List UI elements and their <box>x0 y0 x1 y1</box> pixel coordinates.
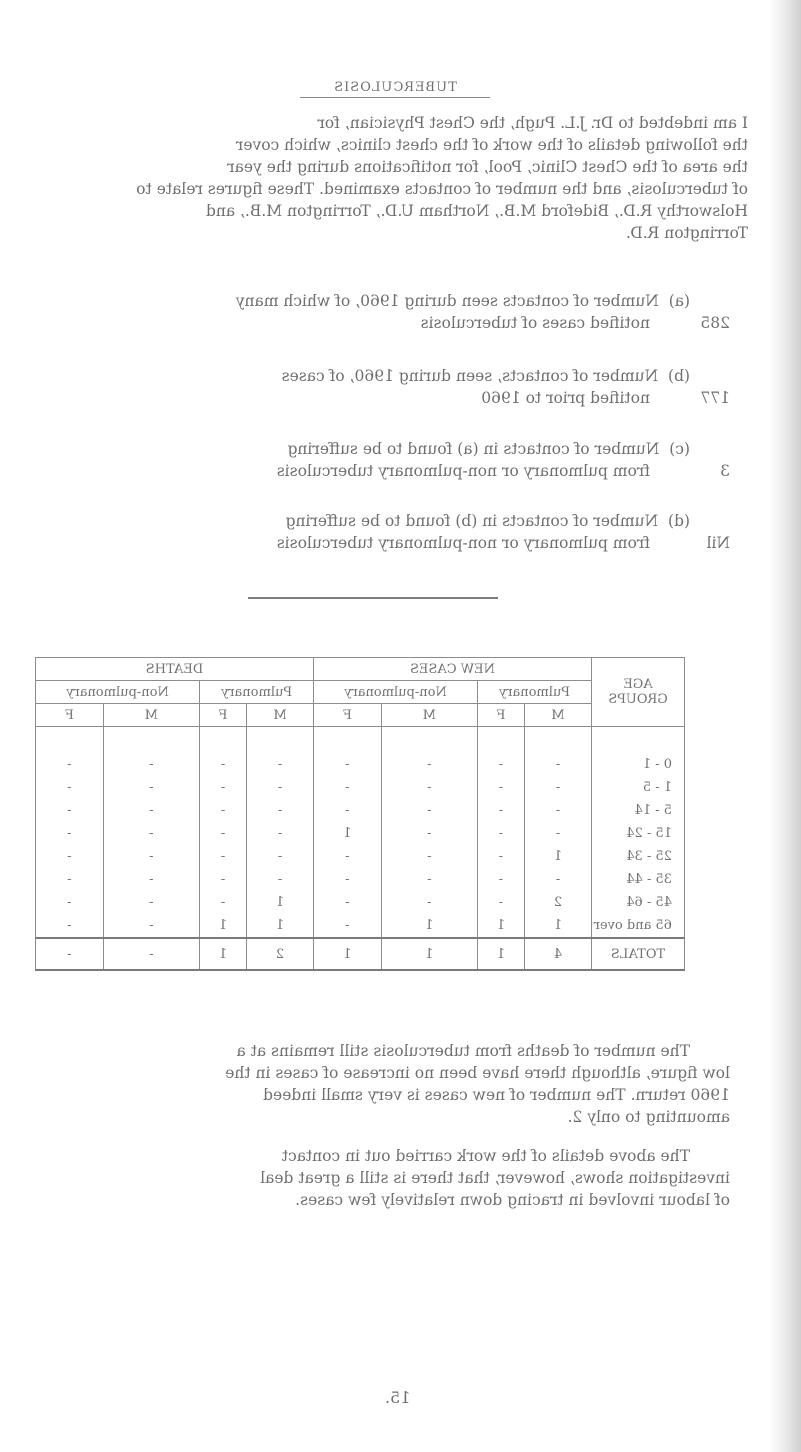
table-cell: - <box>200 776 247 799</box>
sex-header: M <box>247 704 314 727</box>
item-text: Number of contacts in (a) found to be suffering <box>287 440 660 458</box>
table-cell: - <box>103 799 199 822</box>
intro-line: Torrington R.D. <box>625 224 748 242</box>
table-cell: - <box>36 868 104 891</box>
item-label: (a) <box>668 292 690 310</box>
totals-cell: 2 <box>247 938 314 970</box>
footer-paragraph-1 <box>70 1040 730 1128</box>
totals-cell: 1 <box>477 938 524 970</box>
age-group-cell: 1 - 5 <box>592 776 685 799</box>
intro-paragraph <box>48 112 748 244</box>
age-group-cell: 65 and over <box>592 914 685 938</box>
table-cell: - <box>200 799 247 822</box>
item-value: 285 <box>700 314 730 332</box>
new-cases-header: NEW CASES <box>314 658 592 681</box>
intro-line: of tuberculosis, and the number of contacts examined. These figures relate to <box>136 180 748 198</box>
table-cell: - <box>36 799 104 822</box>
section-divider <box>248 597 498 599</box>
table-cell: - <box>381 799 477 822</box>
footer-line: amounting to only 2. <box>567 1108 730 1126</box>
table-cell: - <box>36 891 104 914</box>
table-cell: - <box>381 891 477 914</box>
footer-line: of labour involved in tracing down relatively few cases. <box>295 1191 730 1209</box>
item-text: notified cases of tuberculosis <box>420 314 650 332</box>
sex-header: M <box>103 704 199 727</box>
table-cell: - <box>200 845 247 868</box>
footer-line: low figure, although there have been no increase of cases in the <box>225 1064 730 1082</box>
intro-line: Holsworthy R.D., Bideford M.B., Northam U.D., Torrington M.B., and <box>206 202 748 220</box>
table-cell: 1 <box>381 914 477 938</box>
page-number: 15. <box>385 1388 411 1407</box>
table-cell: 2 <box>524 891 591 914</box>
table-row <box>36 727 685 777</box>
footer-line: 1960 return. The number of new cases is very small indeed <box>263 1086 730 1104</box>
table-cell: - <box>247 845 314 868</box>
sub-header: Non-pulmonary <box>314 681 478 704</box>
item-value: 3 <box>720 462 730 480</box>
table-cell: - <box>381 822 477 845</box>
item-text: Number of contacts, seen during 1960, of cases <box>281 367 659 385</box>
table-cell: - <box>477 799 524 822</box>
table-row <box>36 891 685 914</box>
table-cell: - <box>36 845 104 868</box>
table-row <box>36 868 685 891</box>
table-cell: - <box>36 776 104 799</box>
table-row <box>36 776 685 799</box>
item-text: Number of contacts in (b) found to be suffering <box>285 512 659 530</box>
table-cell: - <box>314 868 382 891</box>
table-cell: - <box>381 776 477 799</box>
footer-line: The above details of the work carried out in contact <box>281 1147 690 1165</box>
sub-header: Pulmonary <box>477 681 591 704</box>
sex-header: M <box>381 704 477 727</box>
table-row <box>36 799 685 822</box>
table-cell: - <box>36 727 104 777</box>
table-cell: - <box>477 822 524 845</box>
table-cell: - <box>36 914 104 938</box>
age-groups-header: AGE GROUPS <box>592 658 685 727</box>
table-cell: - <box>314 914 382 938</box>
intro-line: I am indebted to Dr. J.L. Pugh, the Chest Physician, for <box>317 114 748 132</box>
table-cell: - <box>477 776 524 799</box>
table-cell: - <box>477 868 524 891</box>
deaths-header: DEATHS <box>36 658 314 681</box>
table-cell: - <box>524 868 591 891</box>
table-cell: - <box>524 799 591 822</box>
table-cell: - <box>314 891 382 914</box>
table-cell: 1 <box>247 914 314 938</box>
age-group-cell: 45 - 64 <box>592 891 685 914</box>
item-text: notified prior to 1960 <box>481 389 650 407</box>
totals-cell: 1 <box>381 938 477 970</box>
table-cell: - <box>524 727 591 777</box>
age-group-cell: 35 - 44 <box>592 868 685 891</box>
item-label: (c) <box>669 440 690 458</box>
table-cell: - <box>103 891 199 914</box>
table-cell: 1 <box>524 845 591 868</box>
footer-paragraph-2 <box>70 1145 730 1211</box>
table-cell: - <box>200 822 247 845</box>
page-heading: TUBERCULOSIS <box>300 80 490 98</box>
age-group-cell: 15 - 24 <box>592 822 685 845</box>
table-cell: - <box>477 727 524 777</box>
item-text: Number of contacts seen during 1960, of which many <box>235 292 659 310</box>
table-cell: - <box>524 776 591 799</box>
totals-label: TOTALS <box>592 938 685 970</box>
page-edge-shadow <box>769 0 801 1452</box>
table-row <box>36 822 685 845</box>
table-cell: - <box>103 845 199 868</box>
table-cell: - <box>314 727 382 777</box>
table-cell: 1 <box>247 891 314 914</box>
age-group-cell: 5 - 14 <box>592 799 685 822</box>
item-text: from pulmonary or non-pulmonary tuberculosis <box>276 534 650 552</box>
table-row <box>36 845 685 868</box>
table-cell: - <box>247 727 314 777</box>
age-group-cell: 0 - 1 <box>592 727 685 777</box>
item-label: (d) <box>667 512 690 530</box>
contacts-item-d <box>70 510 730 554</box>
age-group-cell: 25 - 34 <box>592 845 685 868</box>
sub-header: Non-pulmonary <box>36 681 200 704</box>
item-value: Nil <box>706 534 730 552</box>
table-cell: - <box>36 822 104 845</box>
item-label: (b) <box>667 367 690 385</box>
footer-line: investigation shows, however, that there is still a great deal <box>260 1169 730 1187</box>
table-cell: - <box>247 776 314 799</box>
table-cell: - <box>524 822 591 845</box>
totals-cell: 1 <box>314 938 382 970</box>
totals-cell: 4 <box>524 938 591 970</box>
table-cell: 1 <box>524 914 591 938</box>
table-row <box>36 914 685 938</box>
table-cell: - <box>381 845 477 868</box>
table-cell: - <box>314 776 382 799</box>
table-cell: - <box>247 799 314 822</box>
totals-cell: 1 <box>200 938 247 970</box>
sex-header: M <box>524 704 591 727</box>
item-text: from pulmonary or non-pulmonary tuberculosis <box>276 462 650 480</box>
table-cell: - <box>103 776 199 799</box>
table-cell: - <box>103 727 199 777</box>
table-cell: - <box>477 891 524 914</box>
intro-line: the following details of the work of the chest clinics, which cover <box>235 136 748 154</box>
contacts-item-a <box>70 290 730 334</box>
table-cell: 1 <box>314 822 382 845</box>
intro-line: the area of the Chest Clinic, Pool, for notifications during the year <box>227 158 748 176</box>
table-cell: - <box>477 845 524 868</box>
table-cell: 1 <box>200 914 247 938</box>
sub-header: Pulmonary <box>200 681 314 704</box>
table-cell: - <box>314 845 382 868</box>
table-cell: 1 <box>477 914 524 938</box>
table-cell: - <box>381 868 477 891</box>
table-cell: - <box>247 822 314 845</box>
footer-line: The number of deaths from tuberculosis still remains at a <box>236 1042 690 1060</box>
totals-cell: - <box>103 938 199 970</box>
sex-header: F <box>477 704 524 727</box>
sex-header: F <box>314 704 382 727</box>
table-cell: - <box>103 914 199 938</box>
table-cell: - <box>247 868 314 891</box>
sex-header: F <box>36 704 104 727</box>
item-value: 177 <box>700 389 730 407</box>
table-cell: - <box>314 799 382 822</box>
sex-header: F <box>200 704 247 727</box>
table-cell: - <box>200 891 247 914</box>
contacts-item-b <box>70 365 730 409</box>
totals-cell: - <box>36 938 104 970</box>
table-cell: - <box>200 727 247 777</box>
table-cell: - <box>103 822 199 845</box>
contacts-item-c <box>70 438 730 482</box>
table-cell: - <box>200 868 247 891</box>
table-cell: - <box>103 868 199 891</box>
table-cell: - <box>381 727 477 777</box>
